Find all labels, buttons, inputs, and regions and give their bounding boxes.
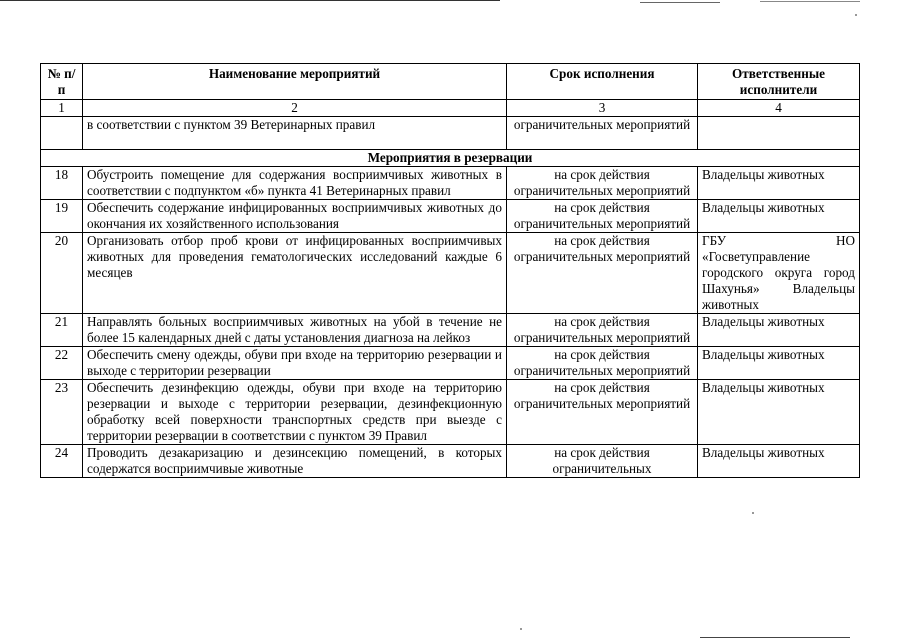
row-num: 23 <box>41 380 83 445</box>
row-num: 20 <box>41 233 83 314</box>
row-term: на срок действия ограничительных <box>507 445 698 478</box>
table-row <box>41 347 860 380</box>
table-row <box>41 445 860 478</box>
index-cell: 4 <box>698 100 860 117</box>
section-title: Мероприятия в резервации <box>41 150 860 167</box>
header-num: № п/п <box>41 64 83 100</box>
row-resp: Владельцы животных <box>698 380 860 445</box>
column-index-row <box>41 100 860 117</box>
row-resp: Владельцы животных <box>698 347 860 380</box>
row-name: Обеспечить смену одежды, обуви при входе на территорию резервации и выходе с территории резервации <box>83 347 507 380</box>
row-term: на срок действия ограничительных мероприятий <box>507 380 698 445</box>
row-name: Обеспечить содержание инфицированных восприимчивых животных до окончания их хозяйственного использования <box>83 200 507 233</box>
header-term: Срок исполнения <box>507 64 698 100</box>
index-cell: 2 <box>83 100 507 117</box>
row-name: Организовать отбор проб крови от инфицированных восприимчивых животных для проведения гематологических исследований каждые 6 месяцев <box>83 233 507 314</box>
row-term: на срок действия ограничительных мероприятий <box>507 347 698 380</box>
row-resp: Владельцы животных <box>698 167 860 200</box>
index-cell: 3 <box>507 100 698 117</box>
row-resp: ГБУ НО «Госветуправление городского округа город Шахунья» Владельцы животных <box>698 233 860 314</box>
row-name: Направлять больных восприимчивых животных на убой в течение не более 15 календарных дней с даты установления диагноза на лейкоз <box>83 314 507 347</box>
row-name: Обеспечить дезинфекцию одежды, обуви при входе на территорию резервации и выходе с территории резервации, дезинфекционную обработку всей поверхности транспортных средств при выезде с территории резервации в соответствии с пунктом 39 Правил <box>83 380 507 445</box>
measures-table <box>40 63 860 478</box>
row-resp <box>698 117 860 150</box>
row-resp: Владельцы животных <box>698 445 860 478</box>
row-term: на срок действия ограничительных мероприятий <box>507 233 698 314</box>
scan-top-line-left <box>0 0 500 1</box>
table-row <box>41 314 860 347</box>
row-num <box>41 117 83 150</box>
row-num: 21 <box>41 314 83 347</box>
continuation-row <box>41 117 860 150</box>
row-name: Проводить дезакаризацию и дезинсекцию помещений, в которых содержатся восприимчивые животные <box>83 445 507 478</box>
table-row <box>41 233 860 314</box>
scan-top-line-right <box>640 2 720 3</box>
row-resp: Владельцы животных <box>698 200 860 233</box>
row-term: на срок действия ограничительных мероприятий <box>507 167 698 200</box>
scan-speck <box>855 14 857 16</box>
scan-speck <box>752 512 754 514</box>
header-resp: Ответственные исполнители <box>698 64 860 100</box>
row-term: ограничительных мероприятий <box>507 117 698 150</box>
row-term: на срок действия ограничительных мероприятий <box>507 314 698 347</box>
scan-bottom-line <box>700 637 850 638</box>
table-row <box>41 167 860 200</box>
scan-speck <box>520 628 522 630</box>
section-row <box>41 150 860 167</box>
row-num: 24 <box>41 445 83 478</box>
row-num: 18 <box>41 167 83 200</box>
index-cell: 1 <box>41 100 83 117</box>
row-resp: Владельцы животных <box>698 314 860 347</box>
table-row <box>41 200 860 233</box>
row-num: 22 <box>41 347 83 380</box>
table-header-row <box>41 64 860 100</box>
header-name: Наименование мероприятий <box>83 64 507 100</box>
row-name: Обустроить помещение для содержания восприимчивых животных в соответствии с подпунктом «б» пункта 41 Ветеринарных правил <box>83 167 507 200</box>
scan-top-line-far-right <box>760 1 860 2</box>
table-row <box>41 380 860 445</box>
row-num: 19 <box>41 200 83 233</box>
row-name: в соответствии с пунктом 39 Ветеринарных правил <box>83 117 507 150</box>
row-term: на срок действия ограничительных мероприятий <box>507 200 698 233</box>
